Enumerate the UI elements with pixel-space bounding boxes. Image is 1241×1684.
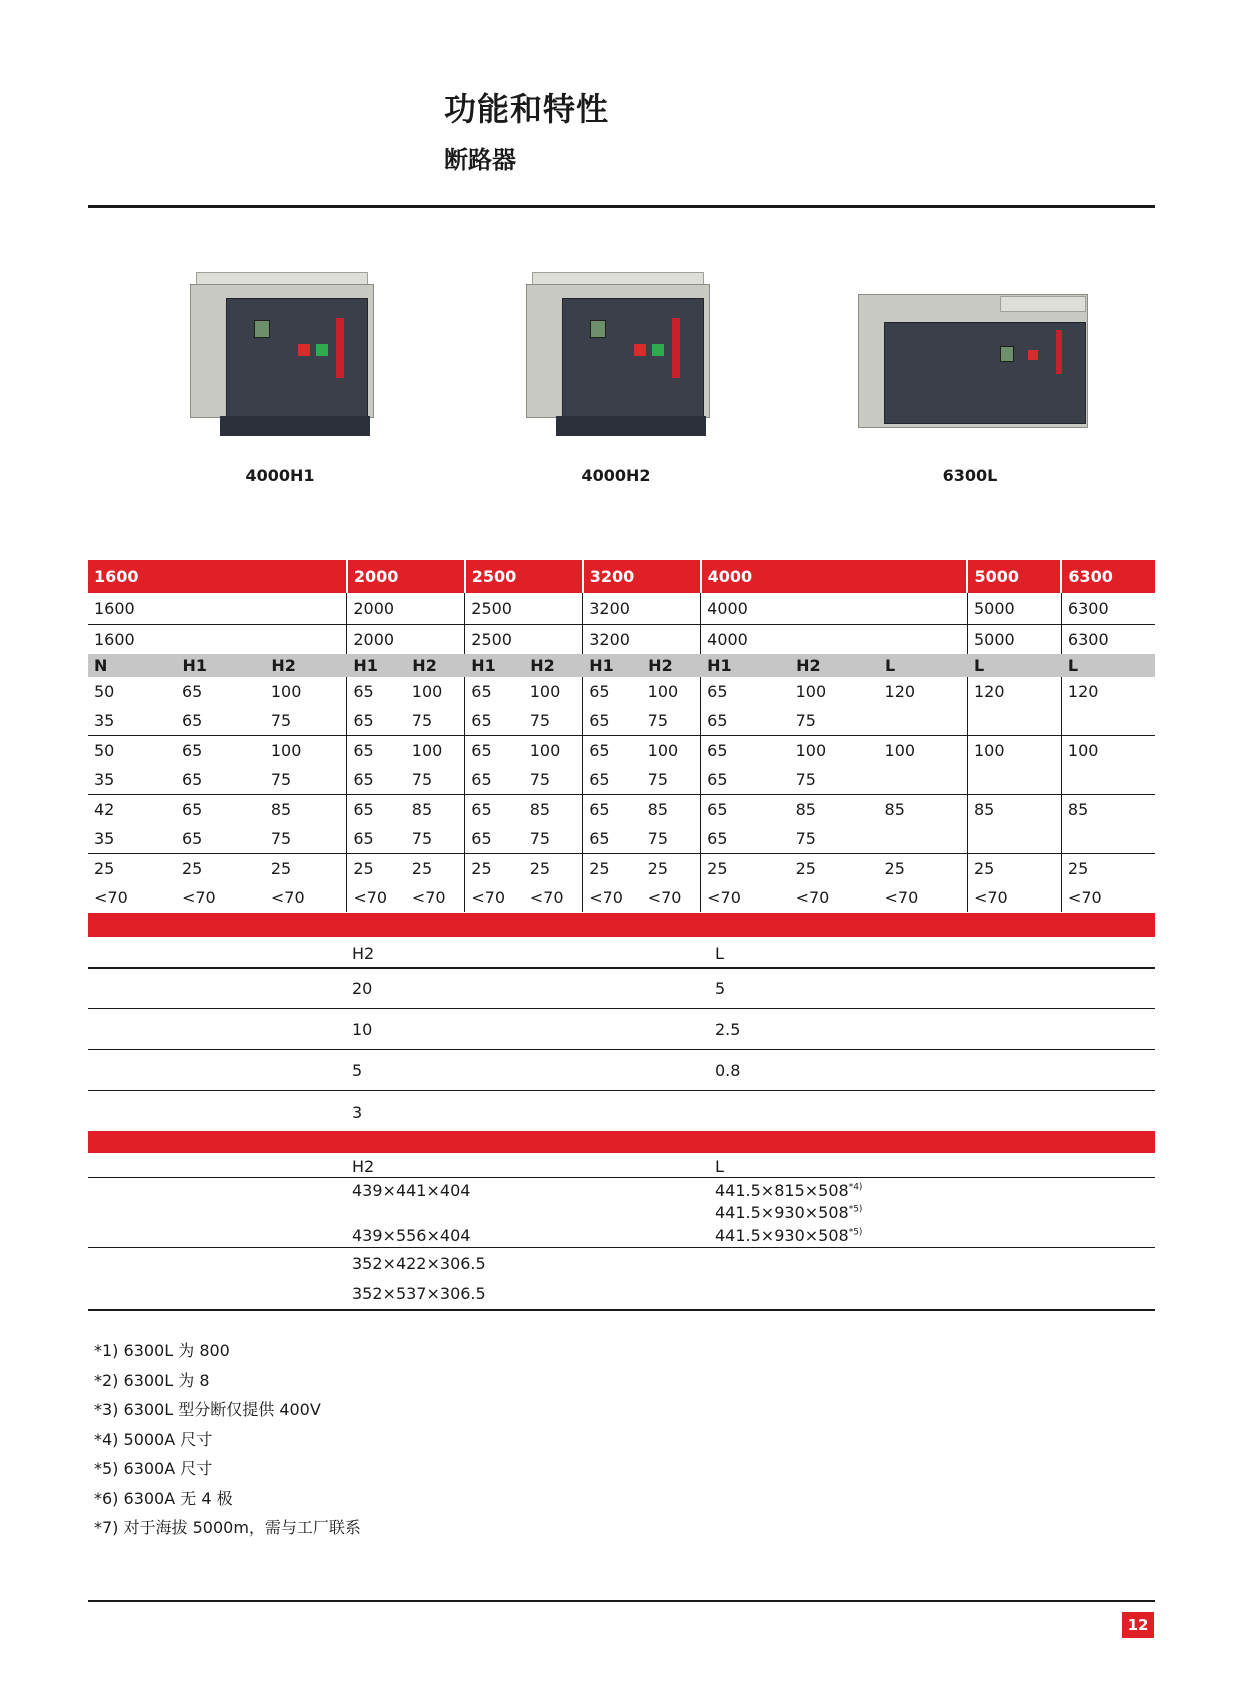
product-caption: 4000H2	[581, 466, 651, 485]
table-cell: <70	[879, 883, 968, 912]
table-cell: 65	[471, 741, 492, 760]
table-row	[88, 854, 1155, 884]
table-cell: 65	[707, 800, 728, 819]
table-cell: 75	[642, 765, 701, 795]
dimension-value: $441.5\times 815\times 508^{*4)}$	[715, 1181, 863, 1200]
table-row	[88, 883, 1155, 912]
table-row	[88, 765, 1155, 795]
table-cell: 120	[1067, 682, 1099, 701]
table-row	[88, 677, 1155, 706]
table-cell: 85	[524, 795, 583, 825]
section2-value: 2.5	[715, 1020, 741, 1039]
table-cell: 50	[94, 741, 115, 760]
footnote: *2) 6300L 为 8	[94, 1370, 210, 1390]
table-cell: <70	[94, 888, 128, 907]
table-cell: <70	[642, 883, 701, 912]
table-cell: 25	[795, 859, 816, 878]
section2-value: 10	[352, 1020, 373, 1039]
type-cell: L	[967, 654, 1061, 677]
table-cell: 25	[265, 854, 347, 884]
table-cell: 65	[176, 765, 265, 795]
table-cell: 100	[795, 741, 827, 760]
table-cell: <70	[707, 888, 741, 907]
table-cell: 65	[583, 706, 642, 736]
table-cell: 35	[88, 824, 176, 854]
footer-divider	[88, 1600, 1155, 1602]
type-cell: H1	[176, 654, 265, 677]
type-row	[88, 654, 1155, 677]
rating-header-cell: 6300	[1061, 560, 1154, 593]
table-cell: 65	[353, 741, 374, 760]
dimension-value: 352×422×306.5	[352, 1254, 486, 1273]
table-cell: 65	[701, 765, 790, 795]
table-cell: 100	[967, 736, 1061, 766]
table-cell: 65	[465, 824, 524, 854]
type-cell: H1	[347, 654, 406, 677]
rating-header-cell: 4000	[701, 560, 968, 593]
spec-table	[88, 560, 1155, 912]
section2-value: 3	[352, 1103, 363, 1122]
table-cell: 75	[406, 824, 465, 854]
table-cell: 100	[642, 677, 701, 706]
page-title: 功能和特性	[444, 90, 610, 128]
table-cell: 65	[353, 682, 374, 701]
footnote: *6) 6300A 无 4 极	[94, 1488, 233, 1508]
divider	[88, 1049, 1155, 1050]
table-cell: 65	[181, 800, 203, 819]
rating-header-cell: 3200	[583, 560, 701, 593]
table-cell: 85	[642, 795, 701, 825]
table-cell	[967, 824, 1061, 854]
table-cell: 65	[471, 682, 492, 701]
table-cell: 2500	[465, 625, 583, 655]
table-cell: 25	[707, 859, 728, 878]
table-cell: 100	[524, 736, 583, 766]
section3-head-h2: H2	[352, 1157, 375, 1176]
footnote: *3) 6300L 型分断仅提供 400V	[94, 1400, 321, 1419]
table-cell: 65	[176, 706, 265, 736]
section2-value: 5	[352, 1061, 363, 1080]
type-cell: H1	[701, 654, 790, 677]
section2-value: 5	[715, 979, 726, 998]
table-cell: 85	[406, 795, 465, 825]
table-cell: 4000	[701, 593, 968, 625]
table-cell: 65	[176, 824, 265, 854]
section2-head-l: L	[715, 944, 724, 963]
table-cell: <70	[353, 888, 388, 907]
product-caption: 4000H1	[245, 466, 315, 485]
table-cell: 65	[589, 800, 610, 819]
dimension-value: 439×441×404	[352, 1181, 471, 1200]
table-cell: 6300	[1067, 630, 1109, 649]
dimension-value: $441.5\times 930\times 508^{*5)}$	[715, 1226, 863, 1245]
table-cell: 75	[790, 824, 879, 854]
section-band	[88, 1131, 1155, 1153]
table-cell: 85	[879, 795, 968, 825]
table-cell	[967, 765, 1061, 795]
table-cell: 3200	[583, 593, 701, 625]
table-cell: 100	[642, 736, 701, 766]
air-circuit-breaker-wide-image	[850, 268, 1090, 448]
table-cell: 75	[265, 824, 347, 854]
section3-head-l: L	[715, 1157, 724, 1176]
section2-head-h2: H2	[352, 944, 375, 963]
table-cell: 65	[465, 765, 524, 795]
product-4000h1	[180, 268, 380, 488]
table-cell: 2500	[465, 593, 583, 625]
table-cell: 75	[265, 706, 347, 736]
table-row	[88, 824, 1155, 854]
table-cell: 65	[347, 765, 406, 795]
page-subtitle: 断路器	[444, 146, 516, 174]
section2-value: 0.8	[715, 1061, 741, 1080]
table-cell: <70	[265, 883, 347, 912]
table-cell: <70	[471, 888, 506, 907]
table-cell: 25	[353, 859, 374, 878]
footnote: *5) 6300A 尺寸	[94, 1459, 213, 1478]
table-cell	[1061, 765, 1154, 795]
table-cell: 85	[795, 800, 816, 819]
product-4000h2	[516, 268, 716, 488]
table-cell: 25	[642, 854, 701, 884]
table-cell	[879, 706, 968, 736]
spec-values	[88, 677, 1155, 912]
table-cell: 5000	[967, 593, 1061, 625]
table-cell: 75	[406, 765, 465, 795]
table-cell: 85	[967, 795, 1061, 825]
table-cell: 1600	[88, 625, 347, 655]
footnote: *1) 6300L 为 800	[94, 1341, 230, 1360]
table-cell: <70	[795, 888, 830, 907]
table-cell: 25	[181, 859, 203, 878]
table-cell: 6300	[1061, 593, 1154, 625]
dimension-value: 439×556×404	[352, 1226, 471, 1245]
table-cell: 100	[406, 736, 465, 766]
type-cell: L	[879, 654, 968, 677]
rating-header-cell: 2000	[347, 560, 465, 593]
product-6300l	[850, 268, 1090, 488]
rating-header-cell: 2500	[465, 560, 583, 593]
table-cell: 4000	[701, 625, 968, 655]
table-cell	[879, 824, 968, 854]
rating-header-cell: 5000	[967, 560, 1061, 593]
table-cell: 100	[524, 677, 583, 706]
table-cell: 65	[583, 765, 642, 795]
table-cell: 100	[265, 736, 347, 766]
table-cell: 100	[879, 736, 968, 766]
table-cell: 2000	[347, 625, 465, 655]
section-band	[88, 913, 1155, 937]
table-row	[88, 706, 1155, 736]
air-circuit-breaker-image	[516, 268, 716, 448]
table-cell: 75	[406, 706, 465, 736]
table-cell: 65	[353, 800, 374, 819]
table-cell: 75	[265, 765, 347, 795]
table-cell: <70	[1067, 888, 1102, 907]
footnotes	[94, 1336, 361, 1543]
table-cell: 65	[707, 682, 728, 701]
table-cell: <70	[967, 883, 1061, 912]
rating-header-cell: 1600	[88, 560, 347, 593]
footnote: *4) 5000A 尺寸	[94, 1429, 213, 1449]
air-circuit-breaker-image	[180, 268, 380, 448]
table-cell: 1600	[88, 593, 347, 625]
table-cell: 65	[589, 682, 610, 701]
table-cell: 25	[406, 854, 465, 884]
table-cell: 75	[524, 824, 583, 854]
table-row	[88, 625, 1155, 655]
table-cell: 65	[589, 741, 610, 760]
table-cell: 65	[707, 741, 728, 760]
dimension-value: $441.5\times 930\times 508^{*5)}$	[715, 1203, 863, 1222]
table-cell: 75	[790, 706, 879, 736]
table-cell: 75	[524, 765, 583, 795]
table-cell: <70	[181, 888, 216, 907]
table-cell: 25	[1067, 859, 1089, 878]
table-cell: 75	[790, 765, 879, 795]
table-cell: 25	[879, 854, 968, 884]
divider	[88, 1177, 1155, 1178]
table-cell: 65	[347, 824, 406, 854]
table-cell	[1061, 824, 1154, 854]
table-cell: 42	[94, 800, 115, 819]
table-cell: 35	[88, 765, 176, 795]
type-cell: H1	[583, 654, 642, 677]
divider	[88, 1247, 1155, 1248]
type-cell: H1	[465, 654, 524, 677]
dimension-value: 352×537×306.5	[352, 1284, 486, 1303]
table-cell: 35	[88, 706, 176, 736]
page-number: 12	[1122, 1612, 1154, 1638]
table-cell: <70	[589, 888, 623, 907]
table-cell: 75	[642, 706, 701, 736]
table-cell	[879, 765, 968, 795]
table-row	[88, 736, 1155, 766]
divider	[88, 1090, 1155, 1091]
table-cell: 85	[265, 795, 347, 825]
table-cell: 65	[181, 682, 203, 701]
rating-header-row	[88, 560, 1155, 593]
table-cell: 25	[524, 854, 583, 884]
table-cell: 85	[1067, 800, 1089, 819]
table-cell: 100	[1067, 741, 1099, 760]
table-cell: 100	[406, 677, 465, 706]
section2-value: 20	[352, 979, 373, 998]
table-cell: 120	[879, 677, 968, 706]
type-cell: H2	[524, 654, 583, 677]
type-cell: H2	[406, 654, 465, 677]
type-cell: H2	[642, 654, 701, 677]
table-cell: 25	[589, 859, 610, 878]
table-row	[88, 795, 1155, 825]
footnote: *7) 对于海拔 5000m，需与工厂联系	[94, 1518, 361, 1537]
table-cell: 25	[471, 859, 492, 878]
table-cell: <70	[406, 883, 465, 912]
table-cell: 120	[967, 677, 1061, 706]
table-cell: 65	[471, 800, 492, 819]
type-cell: N	[88, 654, 176, 677]
table-cell: 65	[583, 824, 642, 854]
table-cell: 65	[465, 706, 524, 736]
table-cell: 50	[94, 682, 115, 701]
type-cell: H2	[790, 654, 879, 677]
table-cell: 65	[181, 741, 203, 760]
divider	[88, 1008, 1155, 1009]
product-caption: 6300L	[942, 466, 998, 485]
type-cell: L	[1061, 654, 1154, 677]
table-cell: 75	[524, 706, 583, 736]
table-cell: <70	[524, 883, 583, 912]
table-cell: 75	[642, 824, 701, 854]
table-cell: 65	[701, 706, 790, 736]
table-cell: 100	[265, 677, 347, 706]
table-cell	[967, 706, 1061, 736]
table-cell: 25	[94, 859, 115, 878]
table-cell	[1061, 706, 1154, 736]
divider	[88, 1309, 1155, 1311]
table-cell: 65	[347, 706, 406, 736]
table-cell: 100	[795, 682, 827, 701]
table-cell: 3200	[583, 625, 701, 655]
table-cell: 25	[967, 854, 1061, 884]
header-divider	[88, 205, 1155, 208]
table-cell: 2000	[347, 593, 465, 625]
type-cell: H2	[265, 654, 347, 677]
table-cell: 65	[701, 824, 790, 854]
table-row	[88, 593, 1155, 625]
table-cell: 5000	[967, 625, 1061, 655]
divider	[88, 967, 1155, 969]
